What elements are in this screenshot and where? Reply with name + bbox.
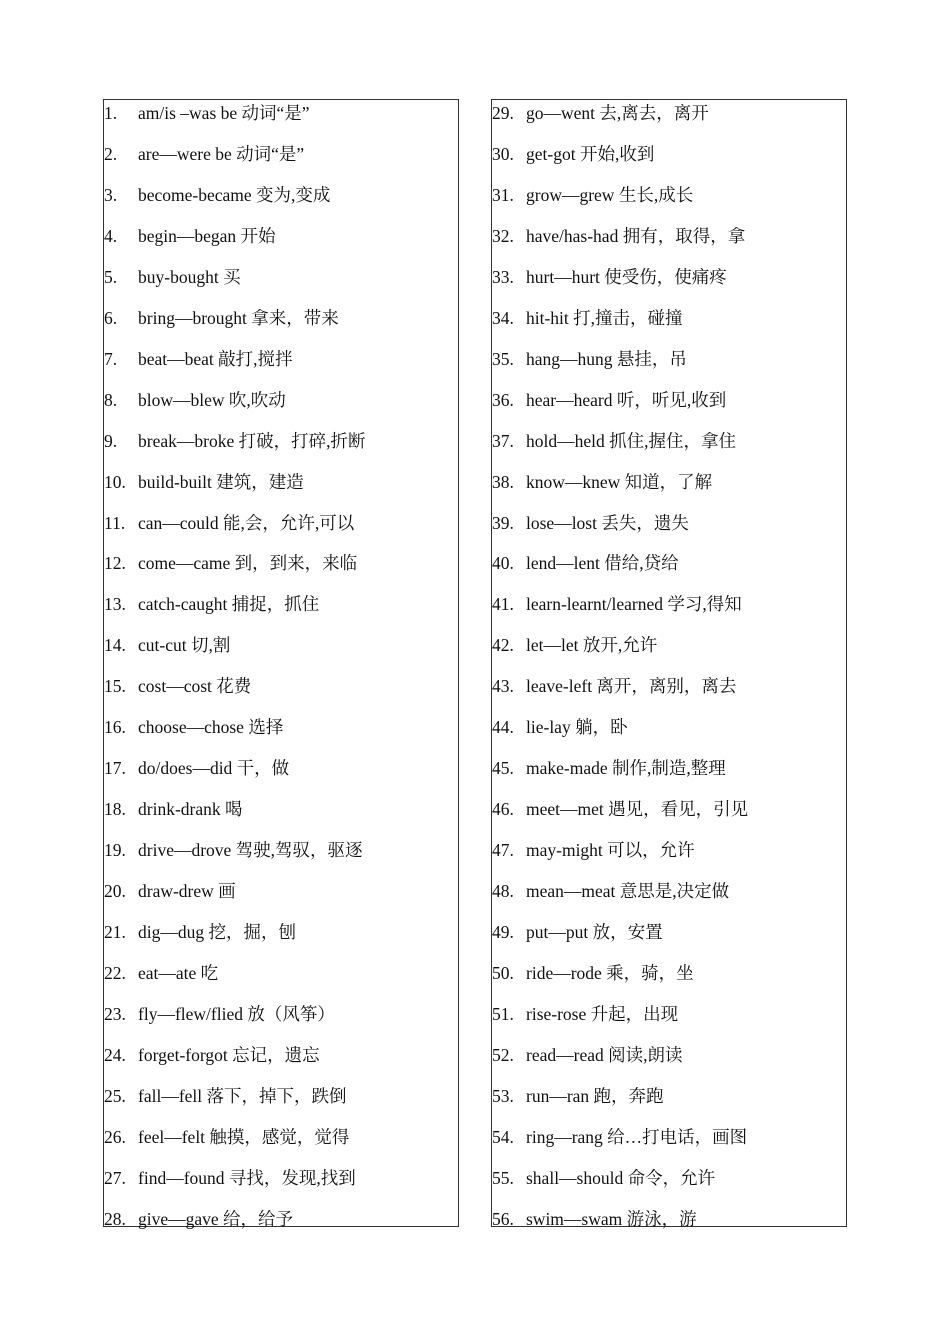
item-number: 21. — [104, 922, 126, 942]
item-text: break—broke 打破，打碎,折断 — [138, 430, 366, 451]
item-text: find—found 寻找，发现,找到 — [138, 1167, 356, 1188]
item-number: 15. — [104, 676, 126, 697]
item-text: buy-bought 买 — [138, 266, 241, 287]
item-number: 4. — [104, 225, 118, 246]
item-text: swim—swam 游泳，游 — [526, 1208, 697, 1229]
item-text: hit-hit 打,撞击，碰撞 — [526, 307, 683, 328]
item-text: become-became 变为,变成 — [138, 184, 331, 205]
item-number: 40. — [492, 553, 514, 574]
item-text: drink-drank 喝 — [138, 799, 243, 820]
item-text: lose—lost 丢失，遗失 — [526, 512, 689, 533]
item-number: 44. — [492, 717, 514, 738]
item-number: 27. — [104, 1167, 126, 1188]
right-column-box — [491, 99, 847, 1227]
item-text: hear—heard 听，听见,收到 — [526, 389, 727, 410]
item-text: build-built 建筑，建造 — [138, 471, 304, 492]
item-number: 37. — [492, 430, 514, 451]
item-number: 7. — [104, 348, 118, 369]
item-text: lend—lent 借给,贷给 — [526, 553, 679, 574]
item-number: 17. — [104, 758, 126, 779]
item-number: 11. — [104, 512, 126, 533]
item-text: do/does—did 干，做 — [138, 758, 290, 779]
item-text: learn-learnt/learned 学习,得知 — [526, 594, 742, 615]
item-number: 6. — [104, 307, 118, 328]
item-number: 56. — [492, 1208, 514, 1229]
item-number: 28. — [104, 1208, 126, 1229]
item-number: 41. — [492, 594, 514, 615]
item-text: ring—rang 给…打电话，画图 — [526, 1126, 748, 1147]
item-number: 49. — [492, 922, 514, 942]
item-text: begin—began 开始 — [138, 225, 276, 246]
item-text: know—knew 知道，了解 — [526, 471, 713, 492]
item-number: 43. — [492, 676, 514, 697]
item-text: feel—felt 触摸，感觉，觉得 — [138, 1126, 350, 1147]
item-text: hurt—hurt 使受伤，使痛疼 — [526, 266, 727, 287]
item-text: leave-left 离开，离别，离去 — [526, 676, 737, 697]
item-text: drive—drove 驾驶,驾驭，驱逐 — [138, 840, 363, 861]
item-number: 42. — [492, 635, 514, 656]
item-text: hold—held 抓住,握住，拿住 — [526, 430, 736, 451]
item-text: fly—flew/flied 放（风筝） — [138, 1003, 335, 1024]
item-text: put—put 放，安置 — [526, 922, 663, 942]
item-number: 22. — [104, 962, 126, 983]
item-number: 32. — [492, 225, 514, 246]
item-text: am/is –was be 动词“是” — [138, 103, 310, 123]
item-text: have/has-had 拥有，取得，拿 — [526, 225, 746, 246]
item-text: dig—dug 挖，掘，刨 — [138, 922, 296, 942]
item-number: 5. — [104, 266, 118, 287]
item-number: 25. — [104, 1085, 126, 1106]
item-number: 20. — [104, 881, 126, 902]
item-number: 46. — [492, 799, 514, 820]
item-number: 12. — [104, 553, 126, 574]
item-text: hang—hung 悬挂，吊 — [526, 348, 687, 369]
item-text: bring—brought 拿来，带来 — [138, 307, 339, 328]
item-number: 30. — [492, 143, 514, 164]
item-number: 31. — [492, 184, 514, 205]
item-number: 9. — [104, 430, 118, 451]
item-number: 26. — [104, 1126, 126, 1147]
item-text: shall—should 命令，允许 — [526, 1167, 716, 1188]
item-number: 19. — [104, 840, 126, 861]
item-text: lie-lay 躺，卧 — [526, 717, 628, 738]
left-column-box — [103, 99, 459, 1227]
item-number: 55. — [492, 1167, 514, 1188]
item-number: 2. — [104, 143, 118, 164]
item-text: go—went 去,离去，离开 — [526, 103, 709, 123]
item-text: draw-drew 画 — [138, 881, 236, 902]
item-number: 10. — [104, 471, 126, 492]
item-number: 33. — [492, 266, 514, 287]
item-text: are—were be 动词“是” — [138, 143, 305, 164]
item-text: cost—cost 花费 — [138, 676, 252, 697]
item-number: 53. — [492, 1085, 514, 1106]
item-number: 1. — [104, 103, 118, 123]
item-number: 48. — [492, 881, 514, 902]
item-text: get-got 开始,收到 — [526, 143, 655, 164]
item-number: 13. — [104, 594, 126, 615]
item-text: meet—met 遇见，看见，引见 — [526, 799, 749, 820]
item-text: rise-rose 升起，出现 — [526, 1003, 679, 1024]
item-number: 52. — [492, 1044, 514, 1065]
item-number: 47. — [492, 840, 514, 861]
item-number: 29. — [492, 103, 514, 123]
item-text: grow—grew 生长,成长 — [526, 184, 694, 205]
item-number: 14. — [104, 635, 126, 656]
item-number: 18. — [104, 799, 126, 820]
item-text: fall—fell 落下，掉下，跌倒 — [138, 1085, 347, 1106]
item-number: 51. — [492, 1003, 514, 1024]
item-number: 36. — [492, 389, 514, 410]
item-text: forget-forgot 忘记，遗忘 — [138, 1044, 320, 1065]
item-number: 24. — [104, 1044, 126, 1065]
item-text: make-made 制作,制造,整理 — [526, 758, 726, 779]
item-text: can—could 能,会，允许,可以 — [138, 512, 355, 533]
item-number: 35. — [492, 348, 514, 369]
item-text: read—read 阅读,朗读 — [526, 1044, 683, 1065]
item-number: 54. — [492, 1126, 514, 1147]
item-number: 45. — [492, 758, 514, 779]
item-text: ride—rode 乘，骑，坐 — [526, 962, 694, 983]
item-number: 34. — [492, 307, 514, 328]
item-number: 39. — [492, 512, 514, 533]
item-text: blow—blew 吹,吹动 — [138, 389, 286, 410]
item-text: may-might 可以，允许 — [526, 840, 695, 861]
item-text: eat—ate 吃 — [138, 962, 219, 983]
item-text: run—ran 跑，奔跑 — [526, 1085, 664, 1106]
item-number: 23. — [104, 1003, 126, 1024]
item-text: come—came 到，到来，来临 — [138, 553, 358, 574]
item-text: cut-cut 切,割 — [138, 635, 231, 656]
item-number: 50. — [492, 962, 514, 983]
item-number: 8. — [104, 389, 118, 410]
item-text: choose—chose 选择 — [138, 717, 284, 738]
item-number: 16. — [104, 717, 126, 738]
item-text: catch-caught 捕捉，抓住 — [138, 594, 320, 615]
item-text: beat—beat 敲打,搅拌 — [138, 348, 293, 369]
item-text: give—gave 给，给予 — [138, 1208, 294, 1229]
item-text: mean—meat 意思是,决定做 — [526, 881, 730, 902]
item-text: let—let 放开,允许 — [526, 635, 658, 656]
item-number: 38. — [492, 471, 514, 492]
item-number: 3. — [104, 184, 118, 205]
